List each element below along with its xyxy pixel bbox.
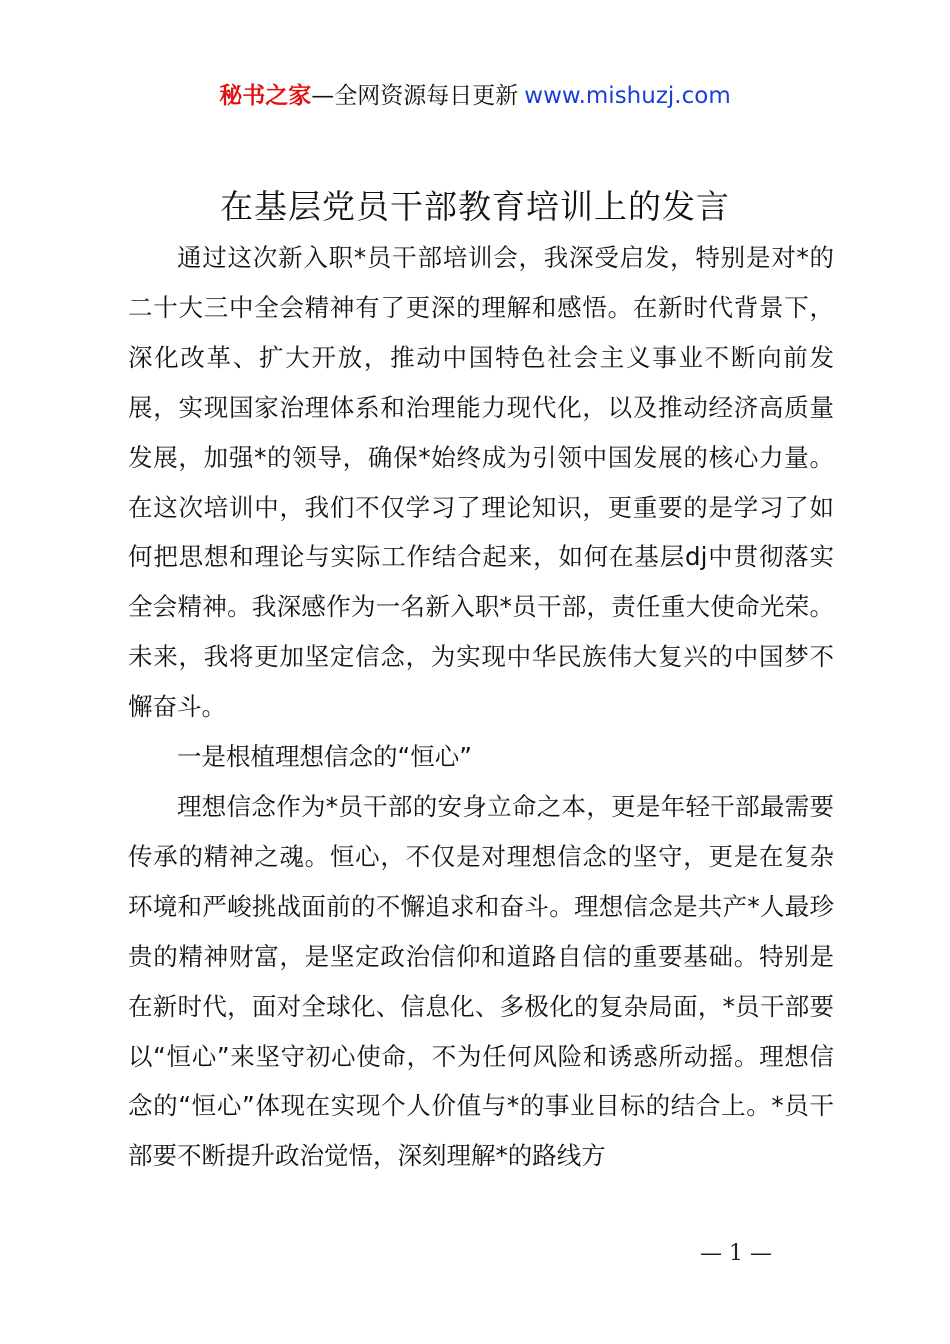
- site-header: [0, 80, 950, 112]
- header-dash: —: [311, 83, 335, 109]
- brand-name: 秘书之家: [219, 83, 312, 109]
- document-title: 在基层党员干部教育培训上的发言: [220, 187, 730, 226]
- header-tagline: 全网资源每日更新: [334, 83, 519, 109]
- paragraph-section-1: 理想信念作为*员干部的安身立命之本，更是年轻干部最需要传承的精神之魂。恒心，不仅是对理想信念的坚守，更是在复杂环境和严峻挑战面前的不懈追求和奋斗。理想信念是共产*人最珍贵的精神财富，是坚定政治信仰和道路自信的重要基础。特别是在新时代，面对全球化、信息化、多极化的复杂局面，*员干部要以“恒心”来坚守初心使命，不为任何风险和诱惑所动摇。理想信念的“恒心”体现在实现个人价值与*的事业目标的结合上。*员干部要不断提升政治觉悟，深刻理解*的路线方: [128, 791, 834, 1171]
- site-url-link[interactable]: www.mishuzj.com: [524, 83, 731, 109]
- document-body: [128, 233, 834, 1181]
- paragraph-intro: 通过这次新入职*员干部培训会，我深受启发，特别是对*的二十大三中全会精神有了更深的理解和感悟。在新时代背景下，深化改革、扩大开放，推动中国特色社会主义事业不断向前发展，实现国家治理体系和治理能力现代化，以及推动经济高质量发展，加强*的领导，确保*始终成为引领中国发展的核心力量。在这次培训中，我们不仅学习了理论知识，更重要的是学习了如何把思想和理论与实际工作结合起来，如何在基层dj中贯彻落实全会精神。我深感作为一名新入职*员干部，责任重大使命光荣。未来，我将更加坚定信念，为实现中华民族伟大复兴的中国梦不懈奋斗。: [128, 243, 834, 722]
- page-number: — 1 —: [700, 1241, 772, 1266]
- section-heading: 一是根植理想信念的“恒心”: [177, 742, 472, 772]
